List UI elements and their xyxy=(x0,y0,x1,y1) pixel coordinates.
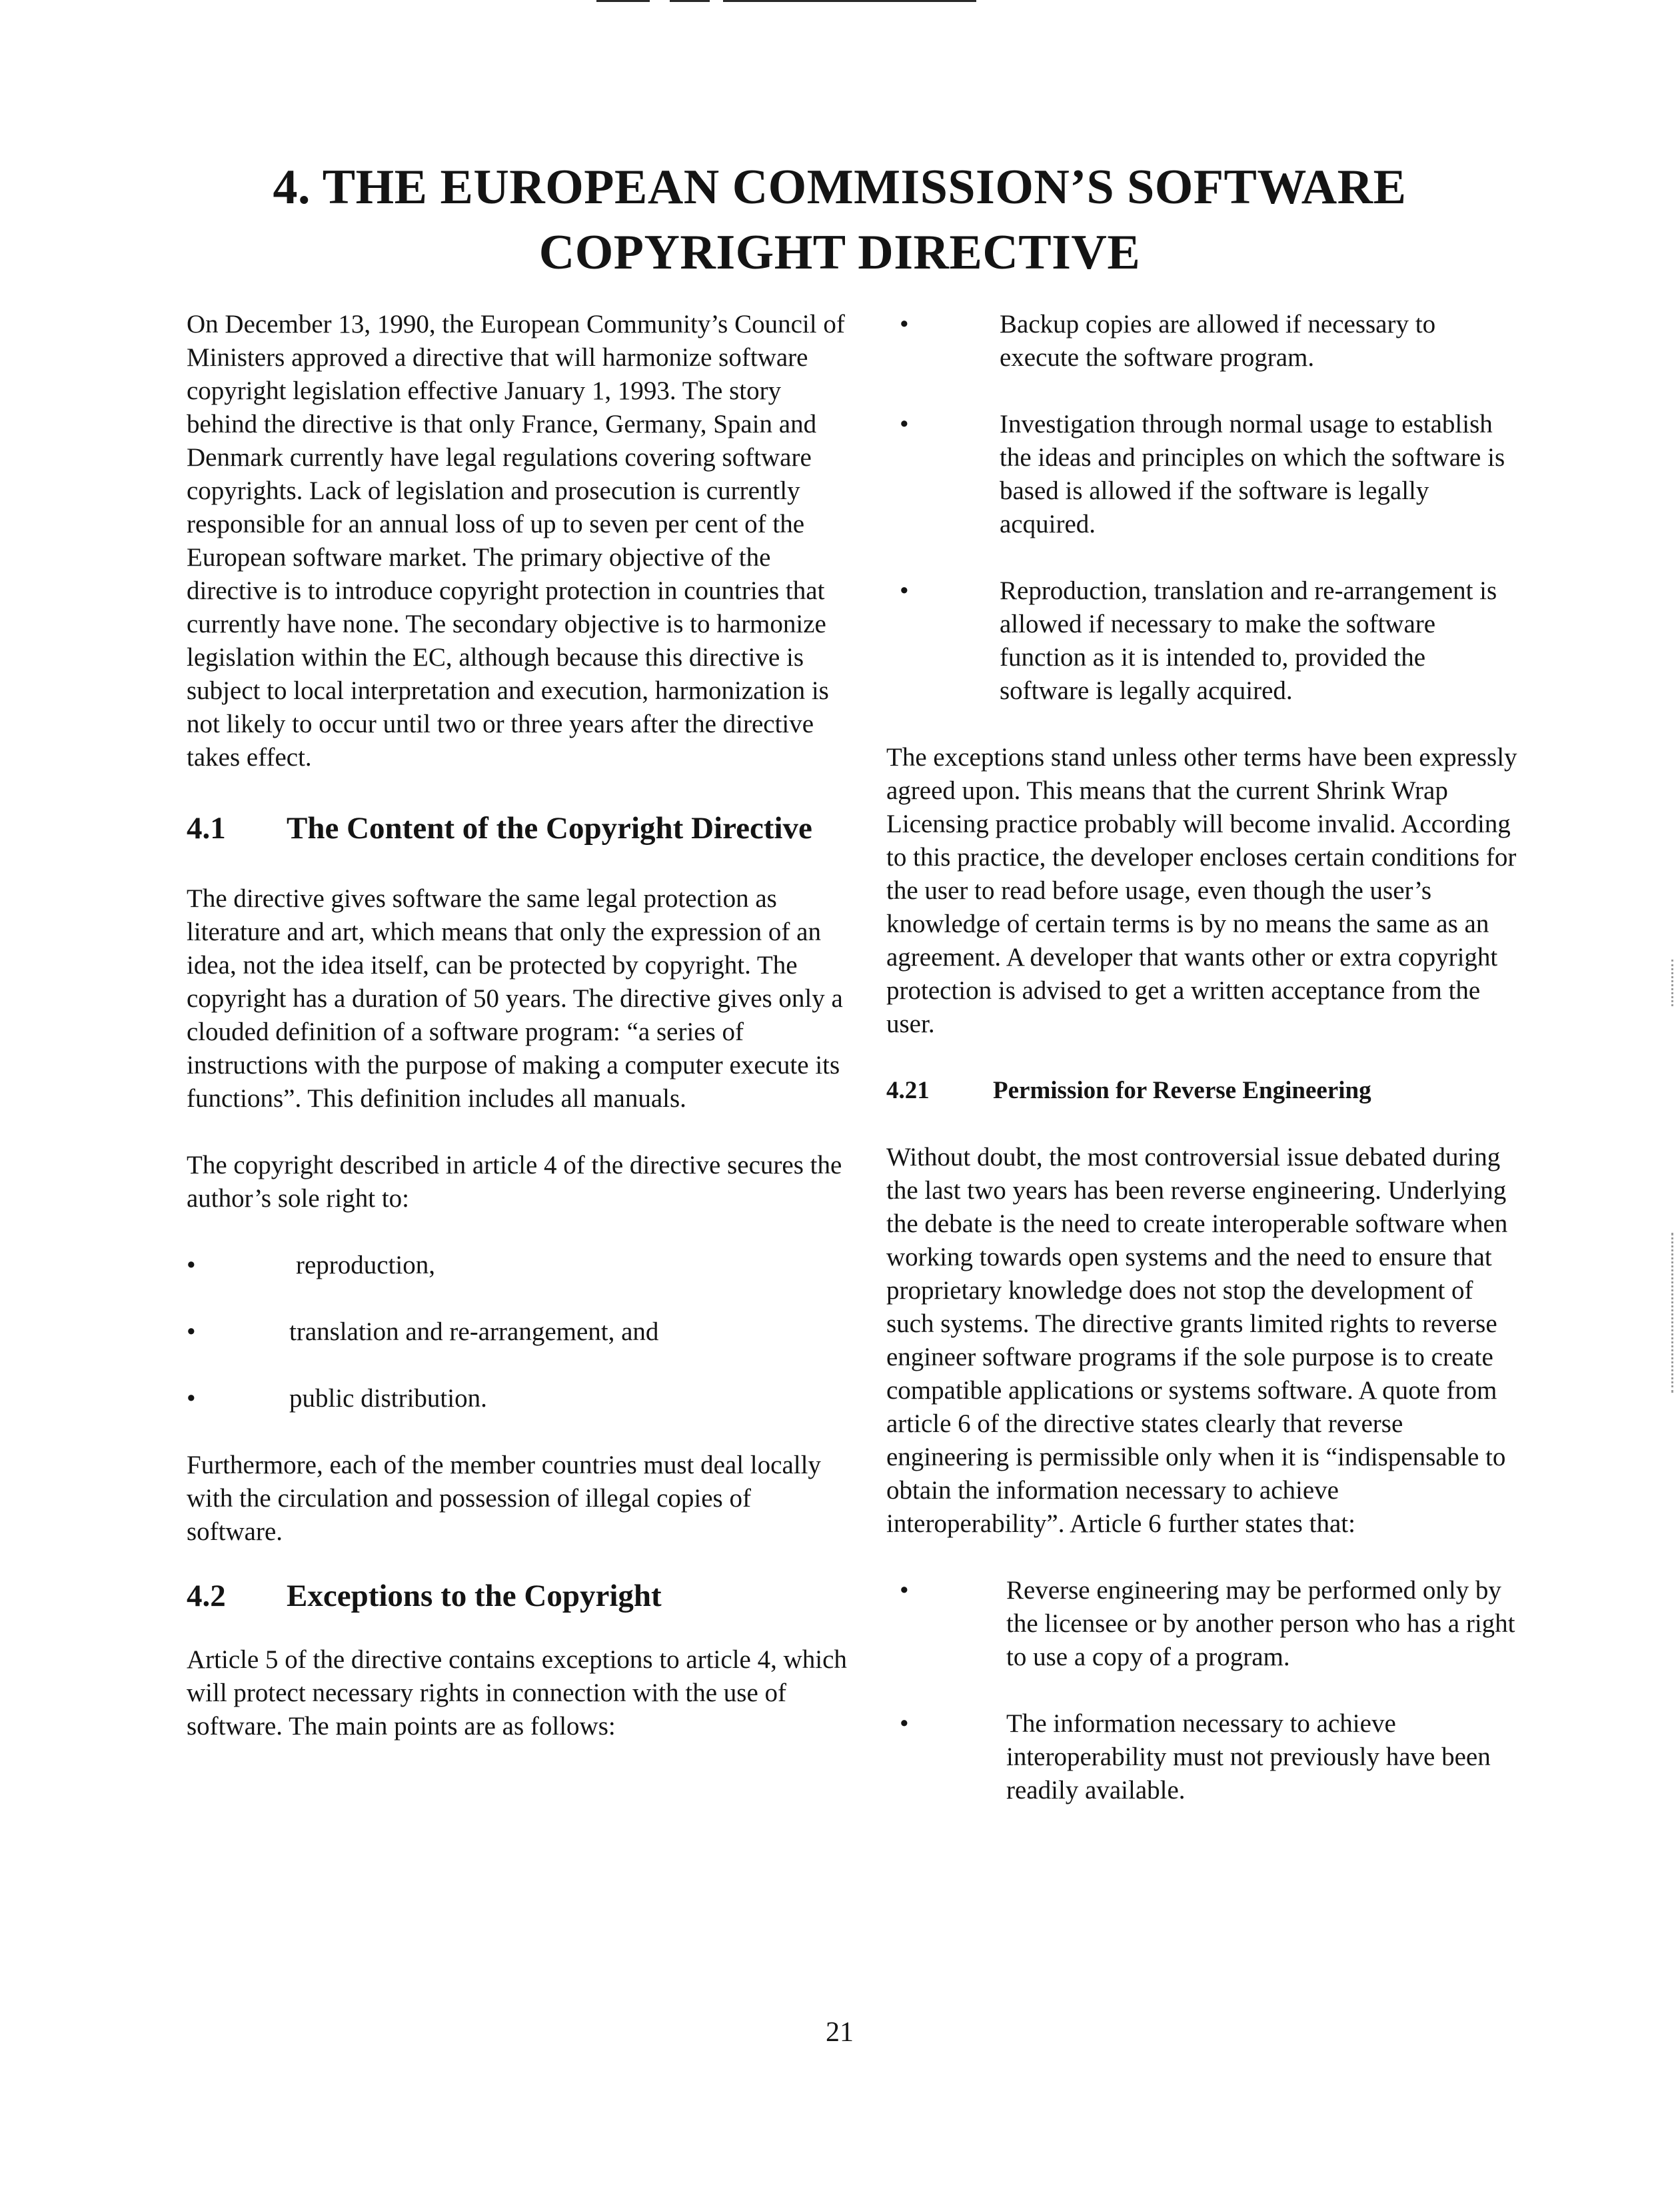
left-column xyxy=(187,308,853,1743)
title-line-2: COPYRIGHT DIRECTIVE xyxy=(538,225,1141,280)
list-item-text: reproduction, xyxy=(296,1251,436,1279)
section-title: Exceptions to the Copyright xyxy=(287,1579,662,1613)
bullet-icon: • xyxy=(900,1709,909,1738)
section-heading-4-1 xyxy=(187,808,853,849)
bullet-icon: • xyxy=(900,576,909,605)
rights-list xyxy=(187,1249,853,1415)
list-item xyxy=(886,308,1519,374)
scan-artifact-line xyxy=(723,0,976,2)
paragraph: The directive gives software the same legal protection as literature and art, which means that only the expression of an idea, not the idea itself, can be protected by copyright. The copyright has a duration of 50 years. The directive gives only a clouded definition of a software program: “a series of instructions with the purpose of making a computer execute its functions”. This definition includes all manuals. xyxy=(187,884,843,1113)
list-item-text: Reproduction, translation and re-arrangement is allowed if necessary to make the software function as it is intended to, provided the software is legally acquired. xyxy=(1000,576,1497,705)
list-item xyxy=(187,1382,853,1415)
list-item xyxy=(886,1707,1519,1807)
bullet-icon: • xyxy=(900,1576,909,1605)
intro-paragraph: On December 13, 1990, the European Community’s Council of Ministers approved a directive that will harmonize software copyright legislation effective January 1, 1993. The story behind the directive is that only France, Germany, Spain and Denmark currently have legal regulations covering software copyrights. Lack of legislation and prosecution is currently responsible for an annual loss of up to seven per cent of the European software market. The primary objective of the directive is to introduce copyright protection in countries that currently have none. The secondary objective is to harmonize legislation within the EC, although because this directive is subject to local interpretation and execution, harmonization is not likely to occur until two or three years after the directive takes effect. xyxy=(187,310,845,772)
list-item xyxy=(187,1249,853,1282)
bullet-icon: • xyxy=(187,1317,196,1346)
section-title: Permission for Reverse Engineering xyxy=(993,1077,1371,1104)
scan-artifact-line xyxy=(670,0,710,2)
list-item-text: Backup copies are allowed if necessary to execute the software program. xyxy=(1000,310,1436,372)
section-number: 4.2 xyxy=(187,1579,226,1613)
list-item-text: public distribution. xyxy=(289,1384,487,1413)
bullet-icon: • xyxy=(900,310,909,339)
list-item-text: Investigation through normal usage to establish the ideas and principles on which the software is based is allowed if the software is legally acquired. xyxy=(1000,410,1505,538)
list-item xyxy=(886,1574,1519,1674)
section-number: 4.21 xyxy=(886,1077,930,1104)
section-title: The Content of the Copyright Directive xyxy=(287,811,812,846)
list-item xyxy=(187,1315,853,1349)
right-column xyxy=(886,308,1519,1807)
bullet-icon: • xyxy=(187,1384,196,1413)
paragraph: The copyright described in article 4 of the directive secures the author’s sole right to: xyxy=(187,1151,842,1213)
section-heading-4-21 xyxy=(886,1074,1519,1107)
page-title xyxy=(167,155,1513,285)
bullet-icon: • xyxy=(900,410,909,438)
page-number: 21 xyxy=(826,2017,854,2048)
scan-artifact-dots xyxy=(1671,960,1675,1006)
paragraph: Furthermore, each of the member countries must deal locally with the circulation and possession of illegal copies of software. xyxy=(187,1451,821,1546)
section-heading-4-2 xyxy=(187,1575,853,1617)
list-item xyxy=(886,408,1519,541)
bullet-icon: • xyxy=(187,1251,196,1279)
list-item-text: The information necessary to achieve interoperability must not previously have been readily available. xyxy=(1006,1709,1491,1805)
list-item-text: translation and re-arrangement, and xyxy=(289,1317,659,1346)
title-line-1: 4. THE EUROPEAN COMMISSION’S SOFTWARE xyxy=(273,160,1407,215)
exceptions-list xyxy=(886,308,1519,708)
list-item-text: Reverse engineering may be performed only by the licensee or by another person who has a right to use a copy of a program. xyxy=(1006,1576,1515,1671)
list-item xyxy=(886,574,1519,708)
conditions-list xyxy=(886,1574,1519,1807)
section-number: 4.1 xyxy=(187,811,226,846)
scan-artifact-dots xyxy=(1671,1233,1675,1393)
paragraph: Without doubt, the most controversial issue debated during the last two years has been reverse engineering. Underlying the debate is the need to create interoperable software when working towards open systems and the need to ensure that proprietary knowledge does not stop the development of such systems. The directive grants limited rights to reverse engineer software programs if the sole purpose is to create compatible applications or systems software. A quote from article 6 of the directive states clearly that reverse engineering is permissible only when it is “indispensable to obtain the information necessary to achieve interoperability”. Article 6 further states that: xyxy=(886,1143,1508,1538)
paragraph: The exceptions stand unless other terms have been expressly agreed upon. This means that the current Shrink Wrap Licensing practice probably will become invalid. According to this practice, the developer encloses certain conditions for the user to read before usage, even though the user’s knowledge of certain terms is by no means the same as an agreement. A developer that wants other or extra copyright protection is advised to get a written acceptance from the user. xyxy=(886,743,1517,1038)
paragraph: Article 5 of the directive contains exceptions to article 4, which will protect necessary rights in connection with the use of software. The main points are as follows: xyxy=(187,1645,847,1741)
scan-artifact-line xyxy=(596,0,650,2)
